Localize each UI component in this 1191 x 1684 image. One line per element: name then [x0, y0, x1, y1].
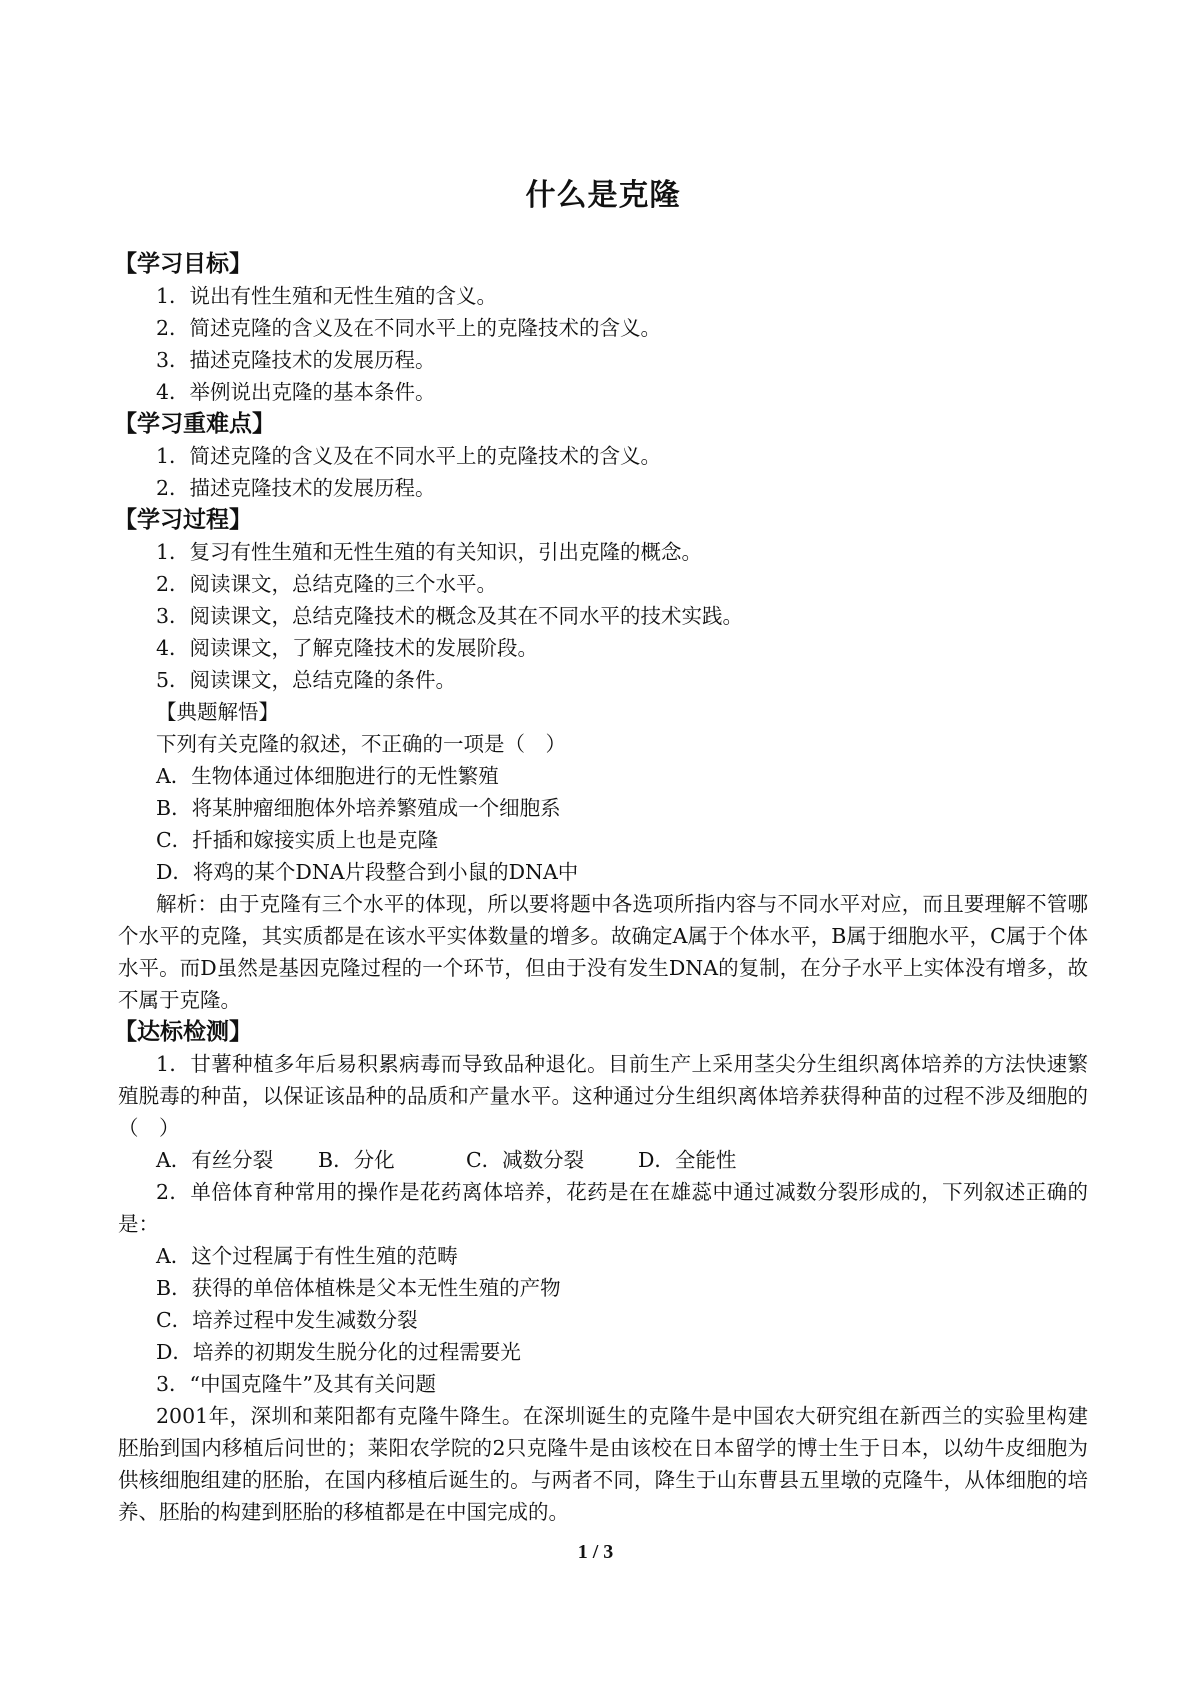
section-heading-key-points: 【学习重难点】 [114, 411, 275, 437]
process-item: 1．复习有性生殖和无性生殖的有关知识，引出克隆的概念。 [156, 540, 703, 564]
option: C．减数分裂 [466, 1148, 585, 1172]
option: B．获得的单倍体植株是父本无性生殖的产物 [156, 1276, 561, 1300]
process-item: 3．阅读课文，总结克隆技术的概念及其在不同水平的技术实践。 [156, 604, 744, 628]
example-analysis: 解析：由于克隆有三个水平的体现，所以要将题中各选项所指内容与不同水平对应，而且要理解不管哪个水平的克隆，其实质都是在该水平实体数量的增多。故确定A属于个体水平，B属于细胞水平，C属于个体水平。而D虽然是基因克隆过程的一个环节，但由于没有发生DNA的复制，在分子水平上实体没有增多，故不属于克隆。 [118, 892, 1088, 1012]
example-option: B．将某肿瘤细胞体外培养繁殖成一个细胞系 [156, 796, 561, 820]
test-question-2: 2．单倍体育种常用的操作是花药离体培养，花药是在在雄蕊中通过减数分裂形成的，下列叙述正确的是： [118, 1180, 1088, 1236]
section-heading-process: 【学习过程】 [114, 507, 252, 533]
section-heading-goals: 【学习目标】 [114, 251, 252, 277]
option: A．有丝分裂 [156, 1148, 274, 1172]
goal-item: 4．举例说出克隆的基本条件。 [156, 380, 436, 404]
test-question-1: 1．甘薯种植多年后易积累病毒而导致品种退化。目前生产上采用茎尖分生组织离体培养的方法快速繁殖脱毒的种苗，以保证该品种的品质和产量水平。这种通过分生组织离体培养获得种苗的过程不涉及细胞的（ ） [118, 1052, 1088, 1140]
process-item: 4．阅读课文，了解克隆技术的发展阶段。 [156, 636, 539, 660]
test-question-1-options [118, 1144, 1088, 1176]
section-heading-test: 【达标检测】 [114, 1019, 252, 1045]
option: B．分化 [318, 1148, 395, 1172]
option: D．全能性 [638, 1148, 737, 1172]
key-point-item: 1．简述克隆的含义及在不同水平上的克隆技术的含义。 [156, 444, 662, 468]
option: C．培养过程中发生减数分裂 [156, 1308, 418, 1332]
key-point-item: 2．描述克隆技术的发展历程。 [156, 476, 436, 500]
goal-item: 1．说出有性生殖和无性生殖的含义。 [156, 284, 498, 308]
example-option: D．将鸡的某个DNA片段整合到小鼠的DNA中 [156, 860, 579, 884]
test-question-3-title: 3．“中国克隆牛”及其有关问题 [156, 1372, 437, 1396]
page-number: 1 / 3 [577, 1541, 614, 1563]
goal-item: 2．简述克隆的含义及在不同水平上的克隆技术的含义。 [156, 316, 662, 340]
process-item: 2．阅读课文，总结克隆的三个水平。 [156, 572, 498, 596]
example-question: 下列有关克隆的叙述，不正确的一项是（ ） [156, 732, 566, 756]
document-body [114, 248, 1088, 1528]
process-item: 5．阅读课文，总结克隆的条件。 [156, 668, 457, 692]
option: D．培养的初期发生脱分化的过程需要光 [156, 1340, 521, 1364]
goal-item: 3．描述克隆技术的发展历程。 [156, 348, 436, 372]
example-label: 【典题解悟】 [156, 700, 279, 724]
page-title: 什么是克隆 [525, 178, 681, 213]
test-question-3-text: 2001年，深圳和莱阳都有克隆牛降生。在深圳诞生的克隆牛是中国农大研究组在新西兰的实验里构建胚胎到国内移植后问世的；莱阳农学院的2只克隆牛是由该校在日本留学的博士生于日本，以幼牛皮细胞为供核细胞组建的胚胎，在国内移植后诞生的。与两者不同，降生于山东曹县五里墩的克隆牛，从体细胞的培养、胚胎的构建到胚胎的移植都是在中国完成的。 [118, 1404, 1088, 1524]
example-option: A．生物体通过体细胞进行的无性繁殖 [156, 764, 499, 788]
example-option: C．扦插和嫁接实质上也是克隆 [156, 828, 439, 852]
option: A．这个过程属于有性生殖的范畴 [156, 1244, 458, 1268]
